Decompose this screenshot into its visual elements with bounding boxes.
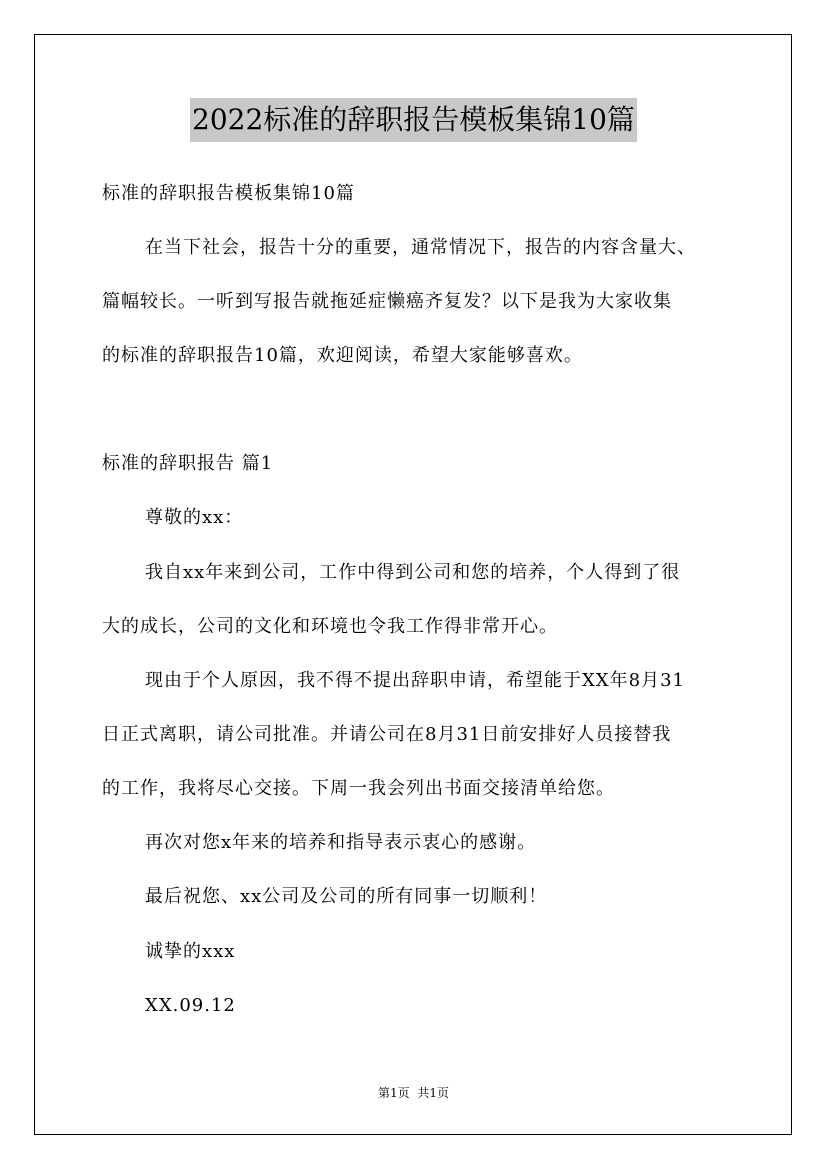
intro-line-2: 篇幅较长。一听到写报告就拖延症懒癌齐复发？以下是我为大家收集 (102, 291, 672, 312)
body-line-4: 日正式离职，请公司批准。并请公司在8月31日前安排好人员接替我 (102, 724, 672, 745)
body-line-1: 我自xx年来到公司，工作中得到公司和您的培养，个人得到了很 (145, 562, 681, 583)
body-line-3: 现由于个人原因，我不得不提出辞职申请，希望能于XX年8月31 (145, 670, 685, 691)
page-current: 第1页 (377, 1086, 410, 1100)
intro-line-1: 在当下社会，报告十分的重要，通常情况下，报告的内容含量大、 (145, 237, 696, 258)
body-line-7: 最后祝您、xx公司及公司的所有同事一切顺利！ (145, 886, 548, 907)
title-container (0, 98, 827, 142)
body-line-6: 再次对您x年来的培养和指导表示衷心的感谢。 (145, 832, 537, 853)
page-footer (0, 1084, 827, 1101)
date-line: XX.09.12 (145, 995, 236, 1016)
body-line-5: 的工作，我将尽心交接。下周一我会列出书面交接清单给您。 (102, 778, 615, 799)
document-title: 2022标准的辞职报告模板集锦10篇 (190, 98, 637, 142)
section-heading: 标准的辞职报告 篇1 (102, 453, 274, 474)
signature: 诚挚的xxx (145, 941, 236, 962)
salutation: 尊敬的xx： (145, 507, 244, 528)
document-subtitle: 标准的辞职报告模板集锦10篇 (102, 183, 355, 204)
page-total: 共1页 (417, 1086, 450, 1100)
intro-line-3: 的标准的辞职报告10篇，欢迎阅读，希望大家能够喜欢。 (102, 345, 583, 366)
body-line-2: 大的成长，公司的文化和环境也令我工作得非常开心。 (102, 616, 558, 637)
